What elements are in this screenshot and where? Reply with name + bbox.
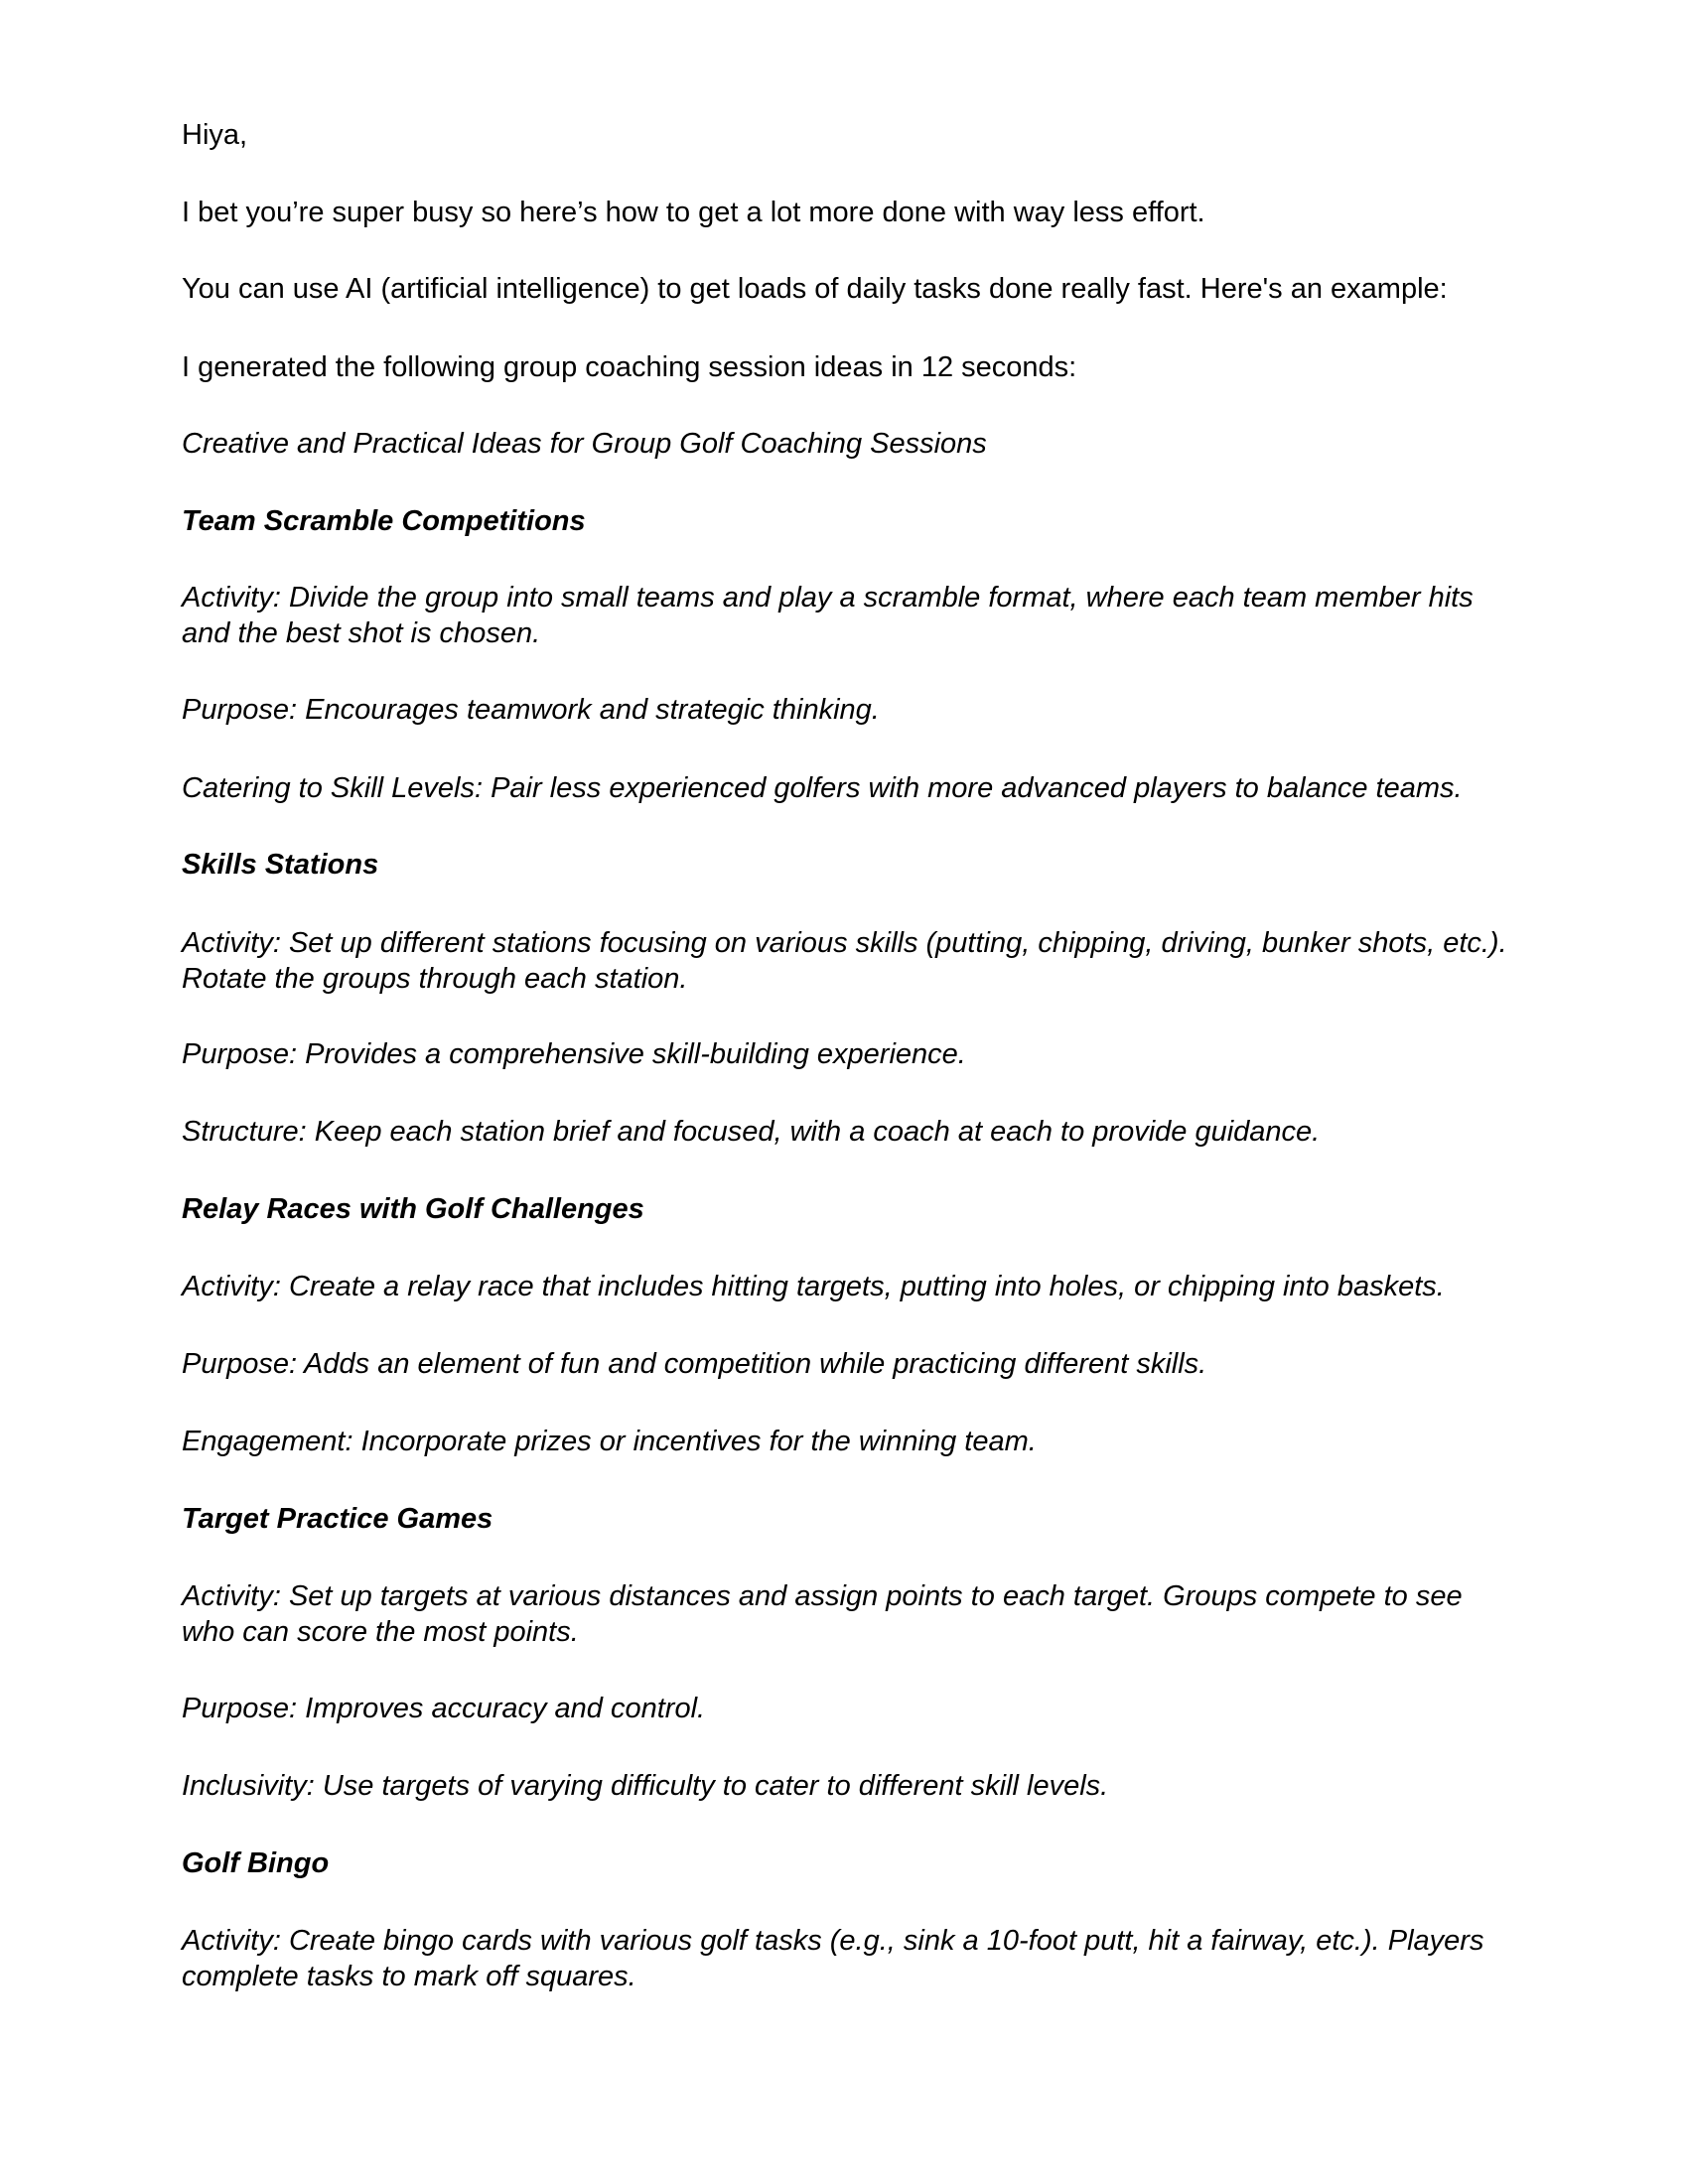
section-item: Engagement: Incorporate prizes or incentives for the winning team. [182, 1426, 1037, 1457]
ai-paragraph: You can use AI (artificial intelligence) to get loads of daily tasks done really fast. Here's an example: [182, 273, 1448, 305]
generated-paragraph: I generated the following group coaching session ideas in 12 seconds: [182, 351, 1077, 383]
section-item: Catering to Skill Levels: Pair less experienced golfers with more advanced players to balance teams. [182, 772, 1463, 804]
section-item: Activity: Set up targets at various distances and assign points to each target. Groups compete to see who can score the most points. [182, 1580, 1463, 1648]
section-item: Purpose: Adds an element of fun and competition while practicing different skills. [182, 1348, 1207, 1380]
section-item: Purpose: Improves accuracy and control. [182, 1693, 706, 1724]
section-heading: Target Practice Games [182, 1503, 493, 1535]
section-heading: Team Scramble Competitions [182, 505, 586, 537]
intro-paragraph: I bet you’re super busy so here’s how to get a lot more done with way less effort. [182, 197, 1205, 228]
section-item: Purpose: Provides a comprehensive skill-building experience. [182, 1038, 966, 1070]
section-item: Inclusivity: Use targets of varying difficulty to cater to different skill levels. [182, 1770, 1109, 1802]
document-title: Creative and Practical Ideas for Group Golf Coaching Sessions [182, 428, 987, 460]
section-heading: Skills Stations [182, 849, 379, 881]
greeting: Hiya, [182, 119, 248, 151]
section-item: Activity: Divide the group into small teams and play a scramble format, where each team member hits and the best shot is chosen. [182, 582, 1474, 649]
section-item: Purpose: Encourages teamwork and strategic thinking. [182, 694, 880, 726]
section-item: Activity: Set up different stations focusing on various skills (putting, chipping, driving, bunker shots, etc.). Rotate the groups through each station. [182, 927, 1507, 995]
section-item: Structure: Keep each station brief and focused, with a coach at each to provide guidance. [182, 1116, 1321, 1148]
section-item: Activity: Create bingo cards with various golf tasks (e.g., sink a 10-foot putt, hit a fairway, etc.). Players complete tasks to mark off squares. [182, 1925, 1484, 1992]
section-heading: Golf Bingo [182, 1847, 330, 1879]
section-item: Activity: Create a relay race that includes hitting targets, putting into holes, or chipping into baskets. [182, 1271, 1445, 1302]
section-heading: Relay Races with Golf Challenges [182, 1193, 644, 1225]
